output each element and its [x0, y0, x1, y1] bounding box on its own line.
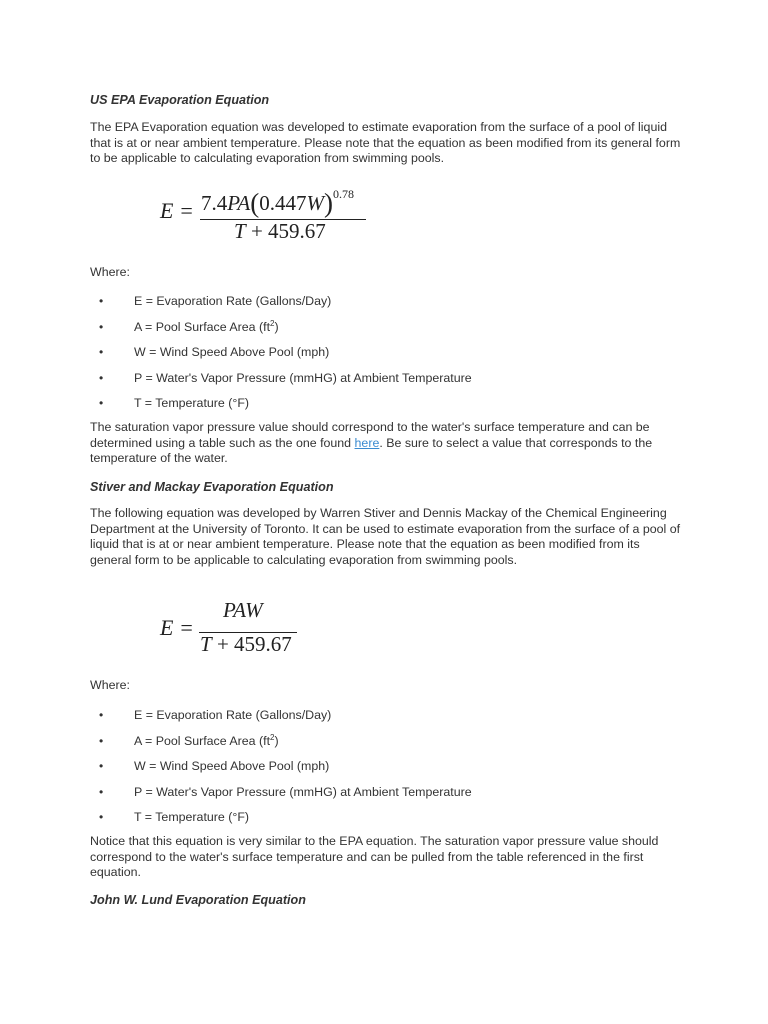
stiver-note-paragraph: Notice that this equation is very similar to the EPA equation. The saturation vapor pressure value should correspond to the water's surface temperature and can be pulled from the table referenced in the first equation. [90, 834, 659, 879]
stiver-where-label: Where: [90, 678, 130, 692]
list-item: • P = Water's Vapor Pressure (mmHG) at Ambient Temperature [99, 784, 472, 799]
stiver-equation-numerator: PAW [223, 598, 263, 622]
list-item: • T = Temperature (°F) [99, 810, 250, 824]
epa-equation-lhs: E = [160, 198, 194, 223]
list-item: • A = Pool Surface Area $(ft^2)$ [99, 732, 279, 748]
epa-where-label: Where: [90, 265, 130, 279]
list-item: • W = Wind Speed Above Pool (mph) [99, 759, 330, 773]
stiver-variable-list [90, 708, 472, 836]
list-item: • P = Water's Vapor Pressure (mmHG) at Ambient Temperature [99, 370, 472, 385]
stiver-equation-lhs: E = [160, 615, 194, 640]
epa-equation-exponent: 0.78 [332, 187, 354, 201]
stiver-intro-paragraph: The following equation was developed by Warren Stiver and Dennis Mackay of the Chemical Engineering Department at the University of Toronto. It can be used to estimate evaporation from the surface of a pool of liquid that is at or near ambient temperature. Please note that the equation as been modified from its general form to be applicable to calculating evaporation from swimming pools. [90, 506, 681, 567]
stiver-equation [160, 600, 310, 670]
stiver-equation-denominator: T + 459.67 [200, 632, 292, 656]
section-heading-stiver-mackay: Stiver and Mackay Evaporation Equation [90, 480, 334, 494]
list-item: • E = Evaporation Rate (Gallons/Day) [99, 708, 332, 722]
list-item: • W = Wind Speed Above Pool (mph) [99, 345, 330, 359]
epa-intro-paragraph: The EPA Evaporation equation was developed to estimate evaporation from the surface of a pool of liquid that is at or near ambient temperature. Please note that the equation as been modified from its general form to be applicable to calculating evaporation from swimming pools. [90, 120, 681, 165]
list-item: • A = Pool Surface Area $(ft^2)$ [99, 318, 279, 334]
section-heading-lund: John W. Lund Evaporation Equation [90, 893, 306, 907]
list-item: • E = Evaporation Rate (Gallons/Day) [99, 294, 332, 308]
here-link[interactable]: here [354, 435, 380, 450]
section-heading-epa: US EPA Evaporation Equation [90, 93, 270, 107]
epa-variable-list [90, 294, 472, 422]
epa-equation-denominator: T + 459.67 [234, 219, 326, 243]
epa-equation-numerator: $7.4PA(0.447W)^{0.78}$ [201, 187, 354, 218]
list-item: • T = Temperature (°F) [99, 396, 250, 410]
epa-equation [160, 184, 380, 254]
epa-note-paragraph: The saturation vapor pressure value should correspond to the water's surface temperature and can be determined using a table such as the one found here. Be sure to select a value that corresponds to the temperature of the water. [90, 420, 653, 465]
